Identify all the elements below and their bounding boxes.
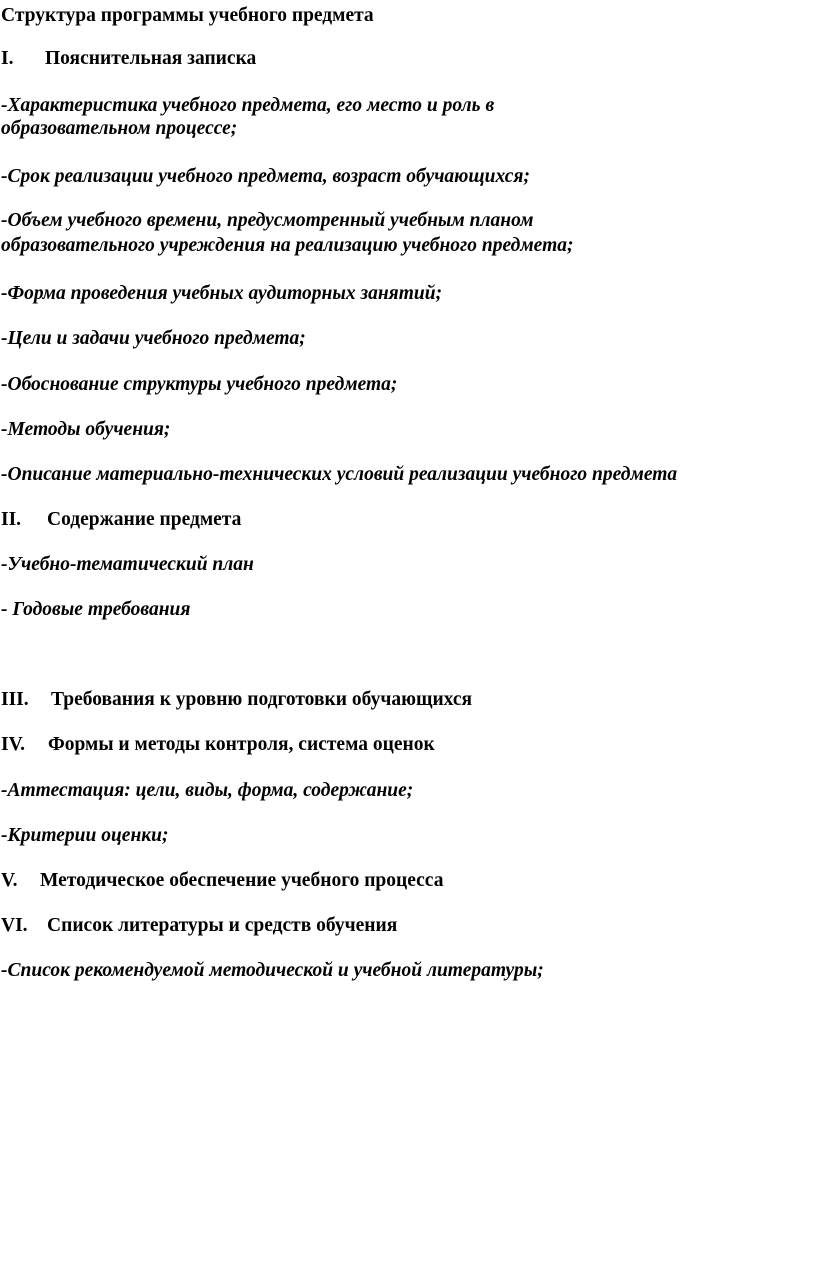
- list-item: - Годовые требования: [1, 599, 191, 620]
- list-item: -Срок реализации учебного предмета, возраст обучающихся;: [1, 166, 530, 187]
- list-item: -Объем учебного времени, предусмотренный учебным планом: [1, 210, 534, 231]
- list-item: -Обоснование структуры учебного предмета;: [1, 374, 398, 395]
- section-number: II.: [1, 509, 22, 530]
- document-title: Структура программы учебного предмета: [1, 5, 374, 26]
- list-item: -Учебно-тематический план: [1, 554, 254, 575]
- section-number: VI.: [1, 915, 28, 936]
- list-item: -Список рекомендуемой методической и учебной литературы;: [1, 960, 544, 981]
- list-item: -Форма проведения учебных аудиторных занятий;: [1, 283, 443, 304]
- section-title: Требования к уровню подготовки обучающихся: [51, 689, 473, 710]
- section-number: III.: [1, 689, 29, 710]
- section-title: Формы и методы контроля, система оценок: [48, 734, 435, 755]
- section-heading-4: [1, 733, 435, 756]
- section-title: Содержание предмета: [47, 509, 242, 530]
- list-item: -Критерии оценки;: [1, 825, 169, 846]
- section-title: Пояснительная записка: [45, 48, 257, 69]
- list-item: -Характеристика учебного предмета, его место и роль в: [1, 95, 495, 116]
- list-item: образовательном процессе;: [1, 118, 238, 139]
- list-item: образовательного учреждения на реализацию учебного предмета;: [1, 235, 574, 256]
- list-item: -Аттестация: цели, виды, форма, содержание;: [1, 780, 414, 801]
- section-title: Список литературы и средств обучения: [47, 915, 398, 936]
- section-title: Методическое обеспечение учебного процесса: [40, 870, 444, 891]
- list-item: -Методы обучения;: [1, 419, 171, 440]
- section-heading-2: [1, 508, 241, 531]
- section-heading-1: [1, 47, 256, 70]
- list-item: -Описание материально-технических условий реализации учебного предмета: [1, 464, 678, 485]
- section-number: IV.: [1, 734, 26, 755]
- section-heading-5: [1, 869, 443, 892]
- section-number: V.: [1, 870, 18, 891]
- section-heading-3: [1, 688, 472, 711]
- section-number: I.: [1, 48, 14, 69]
- list-item: -Цели и задачи учебного предмета;: [1, 328, 306, 349]
- section-heading-6: [1, 914, 397, 937]
